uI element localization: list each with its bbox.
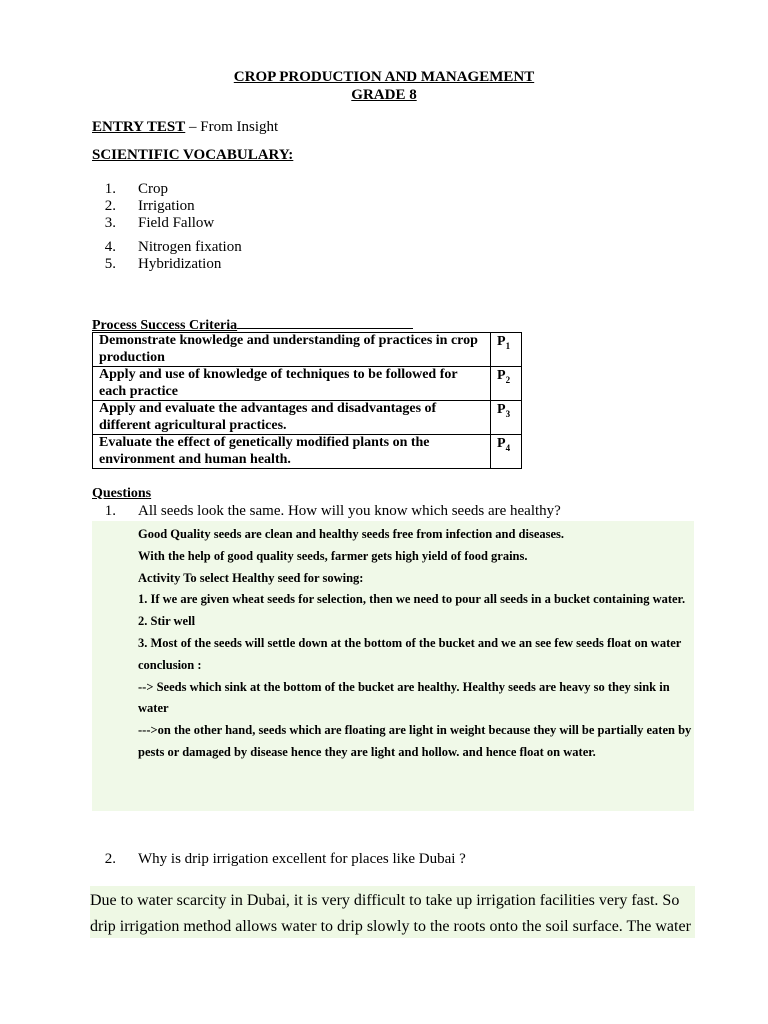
answer-line: 1. If we are given wheat seeds for selection, then we need to pour all seeds in a bucket containing water.: [138, 592, 686, 607]
vocabulary-heading: SCIENTIFIC VOCABULARY:: [92, 147, 294, 163]
criteria-table: [92, 332, 522, 469]
answer-line: 2. Stir well: [138, 614, 196, 629]
question-1: 1. All seeds look the same. How will you know which seeds are healthy?: [104, 503, 561, 519]
list-item: 5. Hybridization: [104, 256, 222, 272]
document-title: CROP PRODUCTION AND MANAGEMENT: [233, 69, 535, 85]
criteria-code: $P_2$: [491, 367, 522, 401]
criteria-heading: Process Success Criteria: [92, 316, 413, 334]
question-2: 2. Why is drip irrigation excellent for places like Dubai ?: [104, 851, 466, 867]
vocabulary-list: [92, 181, 214, 232]
entry-test-line: [92, 119, 278, 136]
answer-line: --->on the other hand, seeds which are floating are light in weight because they will be partially eaten by pests or damaged by disease hence they are light and hollow. and hence float on water.: [138, 723, 692, 759]
criteria-desc: Apply and use of knowledge of techniques to be followed for each practice: [93, 367, 491, 401]
answer-line: --> Seeds which sink at the bottom of the bucket are healthy. Healthy seeds are heavy so they sink in water: [138, 679, 670, 716]
answer-2-block: Due to water scarcity in Dubai, it is very difficult to take up irrigation facilities very fast. So drip irrigation method allows water to drip slowly to the roots onto the soil surface. The water: [90, 886, 695, 938]
criteria-underline: [237, 316, 413, 329]
list-item: 1. Crop: [104, 181, 168, 197]
criteria-code: $P_4$: [491, 435, 522, 469]
criteria-desc: Evaluate the effect of genetically modified plants on the environment and human health.: [93, 435, 491, 469]
answer-line: 3. Most of the seeds will settle down at the bottom of the bucket and we an see few seeds float on water: [138, 635, 682, 650]
entry-test-label: ENTRY TEST: [92, 119, 186, 135]
questions-heading: Questions: [92, 486, 152, 501]
table-row: [93, 435, 522, 469]
criteria-desc: Apply and evaluate the advantages and disadvantages of different agricultural practices.: [93, 401, 491, 435]
grade-heading: GRADE 8: [351, 87, 417, 103]
list-item: 3. Field Fallow: [104, 215, 215, 231]
table-row: [93, 367, 522, 401]
criteria-desc: Demonstrate knowledge and understanding of practices in crop production: [93, 333, 491, 367]
list-item: 2. Irrigation: [104, 198, 195, 214]
criteria-code: $P_3$: [491, 401, 522, 435]
criteria-code: $P_1$: [491, 333, 522, 367]
answer-line: With the help of good quality seeds, farmer gets high yield of food grains.: [138, 548, 528, 563]
answer-line: Good Quality seeds are clean and healthy seeds free from infection and diseases.: [138, 527, 565, 541]
entry-test-source: – From Insight: [185, 119, 279, 135]
table-row: [93, 333, 522, 367]
vocabulary-list-continued: [92, 239, 242, 273]
table-row: [93, 401, 522, 435]
answer-1-block: [92, 521, 694, 811]
list-item: 4. Nitrogen fixation: [104, 239, 242, 255]
answer-line: conclusion :: [138, 657, 202, 672]
answer-line: Activity To select Healthy seed for sowing:: [138, 570, 364, 585]
